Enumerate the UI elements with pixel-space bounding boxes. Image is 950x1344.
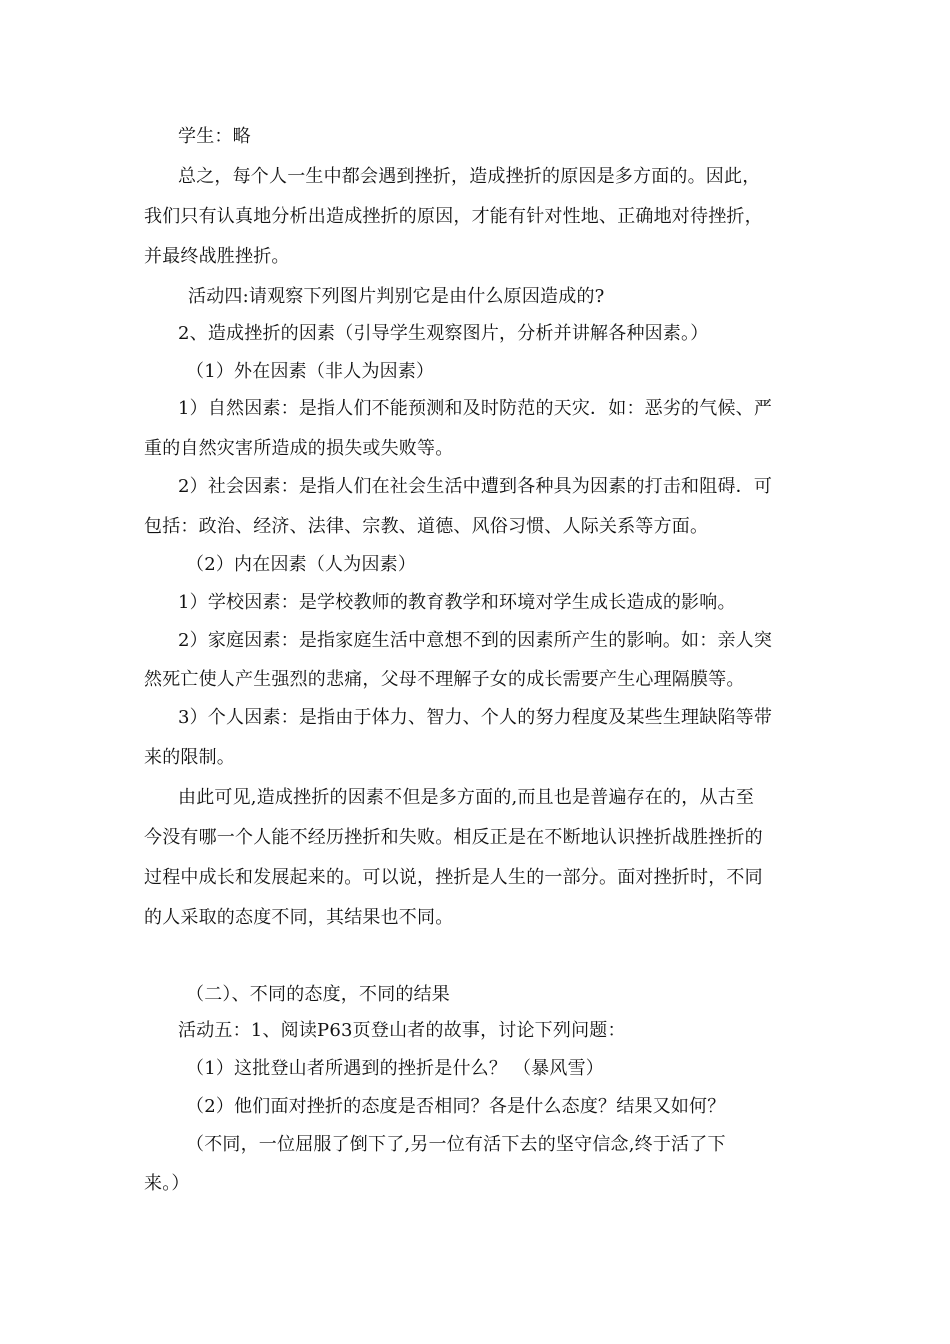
text-line: 我们只有认真地分析出造成挫折的原因，才能有针对性地、正确地对待挫折， bbox=[144, 206, 763, 227]
text-line: （1）这批登山者所遇到的挫折是什么？ （暴风雪） bbox=[186, 1058, 604, 1079]
text-line: 3）个人因素：是指由于体力、智力、个人的努力程度及某些生理缺陷等带 bbox=[178, 707, 773, 728]
text-line: 1）学校因素：是学校教师的教育教学和环境对学生成长造成的影响。 bbox=[178, 592, 736, 613]
text-line: 然死亡使人产生强烈的悲痛，父母不理解子女的成长需要产生心理隔膜等。 bbox=[144, 669, 745, 690]
text-line: 总之，每个人一生中都会遇到挫折，造成挫折的原因是多方面的。因此， bbox=[178, 166, 761, 187]
text-line: 学生：略 bbox=[178, 126, 251, 147]
text-line: 1）自然因素：是指人们不能预测和及时防范的天灾．如：恶劣的气候、严 bbox=[178, 398, 773, 419]
text-line: 的人采取的态度不同，其结果也不同。 bbox=[144, 907, 454, 928]
text-line: 2、造成挫折的因素（引导学生观察图片，分析并讲解各种因素。） bbox=[178, 323, 709, 344]
text-line: 包括：政治、经济、法律、宗教、道德、风俗习惯、人际关系等方面。 bbox=[144, 516, 709, 537]
text-line: 并最终战胜挫折。 bbox=[144, 246, 290, 267]
text-line: 2）家庭因素：是指家庭生活中意想不到的因素所产生的影响。如：亲人突 bbox=[178, 630, 773, 651]
text-line: 来。） bbox=[144, 1173, 190, 1194]
text-line: （2）内在因素（人为因素） bbox=[186, 554, 417, 575]
text-line: 重的自然灾害所造成的损失或失败等。 bbox=[144, 438, 454, 459]
text-line: 来的限制。 bbox=[144, 747, 235, 768]
text-line: （2）他们面对挫折的态度是否相同？各是什么态度？结果又如何？ bbox=[186, 1096, 726, 1117]
text-line: 过程中成长和发展起来的。可以说，挫折是人生的一部分。面对挫折时，不同 bbox=[144, 867, 763, 888]
text-line: 今没有哪一个人能不经历挫折和失败。相反正是在不断地认识挫折战胜挫折的 bbox=[144, 827, 763, 848]
text-line: 活动五：1、阅读P63页登山者的故事，讨论下列问题： bbox=[178, 1020, 626, 1041]
text-line: （不同，一位屈服了倒下了,另一位有活下去的坚守信念,终于活了下 bbox=[186, 1134, 726, 1155]
text-line: 活动四:请观察下列图片判别它是由什么原因造成的? bbox=[188, 286, 605, 307]
text-line: 由此可见,造成挫折的因素不但是多方面的,而且也是普遍存在的，从古至 bbox=[178, 787, 755, 808]
text-line: 2）社会因素：是指人们在社会生活中遭到各种具为因素的打击和阻碍．可 bbox=[178, 476, 773, 497]
text-line: （1）外在因素（非人为因素） bbox=[186, 361, 435, 382]
section-heading: （二）、不同的态度，不同的结果 bbox=[186, 984, 450, 1005]
